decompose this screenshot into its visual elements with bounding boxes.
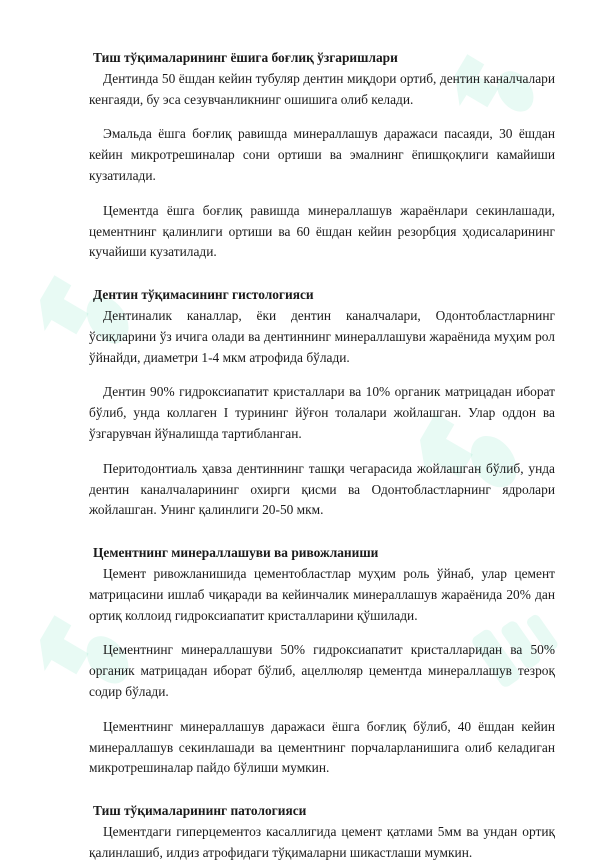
paragraph: Дентин 90% гидроксиапатит кристаллари ва 10% органик матрицадан иборат бўлиб, унда коллаген I турининг йўғон толалари жойлашган. Улар оддон ва ўзгарувчан йўналишда тартибланган. bbox=[89, 384, 555, 441]
paragraph: Перитодонтиаль ҳавза дентиннинг ташқи чегарасида жойлашган бўлиб, унда дентин каналчаларининг охирги қисми ва Одонтобластларнинг ядролари жойлашган. Унинг қалинлиги 20-50 мкм. bbox=[89, 460, 555, 518]
section-heading: Дентин тўқимасининг гистологияси bbox=[93, 287, 314, 303]
paragraph: Дентиналик каналлар, ёки дентин каналчалари, Одонтобластларнинг ўсиқларини ўз ичига олади ва дентиннинг минераллашуви жараёнида муҳим рол ўйнайди, диаметри 1-4 мкм атрофида бўлади. bbox=[89, 307, 555, 365]
paragraph: Цементда ёшга боғлиқ равишда минераллашув жараёнлари секинлашади, цементнинг қалинлиги ортиши ва 60 ёшдан кейин резорбция ҳодисаларининг кучайиши кузатилади. bbox=[89, 202, 555, 260]
paragraph: Цементнинг минераллашуви 50% гидроксиапатит кристалларидан ва 50% органик матрицадан иборат бўлиб, ацеллюляр цементда минераллашув тезроқ содир бўлади. bbox=[89, 642, 555, 699]
paragraph: Дентинда 50 ёшдан кейин тубуляр дентин миқдори ортиб, дентин каналчалари кенгаяди, бу эса сезувчанликнинг ошишига олиб келади. bbox=[89, 70, 555, 107]
paragraph: Цементдаги гиперцементоз касаллигида цемент қатлами 5мм ва ундан ортиқ қалинлашиб, илдиз атрофидаги тўқималарни шикастлаши мумкин. bbox=[89, 823, 555, 860]
paragraph: Эмальда ёшга боғлиқ равишда минераллашув даражаси пасаяди, 30 ёшдан кейин микротрешиналар сони ортиши ва эмалнинг ёпишқоқлиги камайиши кузатилади. bbox=[89, 126, 555, 183]
section-heading: Тиш тўқималарининг патологияси bbox=[93, 803, 307, 819]
section-heading: Тиш тўқималарининг ёшига боғлиқ ўзгаришлари bbox=[93, 50, 398, 65]
section-heading: Цементнинг минераллашуви ва ривожланиши bbox=[93, 545, 379, 561]
paragraph: Цемент ривожланишида цементобластлар муҳим роль ўйнаб, улар цемент матрицасини ишлаб чиқаради ва кейинчалик минераллашув жараёнида 20% дан ортиқ коллоид гидроксиапатит кристалларини қўшилади. bbox=[89, 565, 555, 623]
paragraph: Цементнинг минераллашув даражаси ёшга боғлиқ бўлиб, 40 ёшдан кейин минераллашув секинлашади ва цементнинг порчаларланишига олиб келадиган микротрешиналар пайдо бўлиши мумкин. bbox=[89, 718, 555, 776]
document-body bbox=[89, 48, 555, 864]
